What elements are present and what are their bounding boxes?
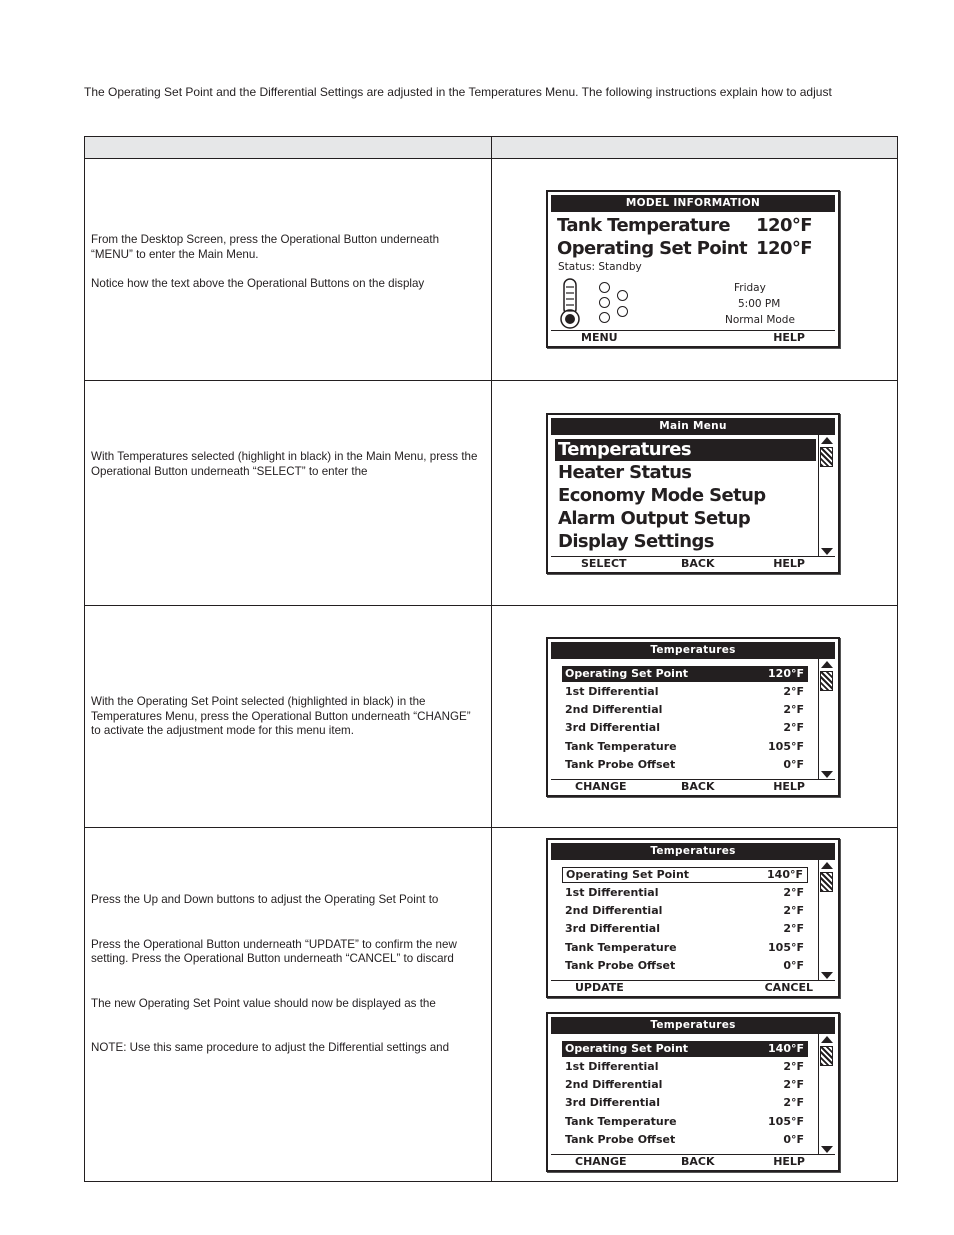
list-item xyxy=(562,739,808,755)
screen-title: Main Menu xyxy=(551,418,835,435)
back-softkey-label: BACK xyxy=(681,780,715,793)
scroll-up-arrow-icon xyxy=(821,661,833,668)
day-text: Friday xyxy=(734,282,766,294)
screen-footer xyxy=(551,1154,835,1169)
step-4-para-2: Press the Operational Button underneath “UPDATE” to confirm the new setting. Press the Operational Button underneath “CANCEL” to discard xyxy=(91,937,457,965)
desktop-screen xyxy=(546,190,840,348)
menu-softkey-label: MENU xyxy=(581,331,618,344)
tank-temperature-value: 120°F xyxy=(756,215,812,236)
mode-text: Normal Mode xyxy=(725,314,795,326)
scroll-thumb xyxy=(820,1046,833,1066)
column-divider xyxy=(491,137,492,1181)
main-menu-screen xyxy=(546,413,840,574)
step-4-para-3: The new Operating Set Point value should now be displayed as the xyxy=(91,996,436,1010)
scroll-up-arrow-icon xyxy=(821,1036,833,1043)
item-value: 2°F xyxy=(783,1060,804,1073)
item-value: 2°F xyxy=(783,886,804,899)
temperatures-screen-select xyxy=(546,637,840,797)
list-item xyxy=(562,867,808,883)
help-softkey-label: HELP xyxy=(773,780,805,793)
item-label: Tank Temperature xyxy=(565,1115,677,1128)
screen-title: MODEL INFORMATION xyxy=(551,195,835,212)
list-item xyxy=(562,1132,808,1148)
item-value: 2°F xyxy=(783,703,804,716)
item-value: 2°F xyxy=(783,922,804,935)
screen-title: Temperatures xyxy=(551,1017,835,1034)
list-item xyxy=(562,702,808,718)
item-value: 0°F xyxy=(783,758,804,771)
list-item xyxy=(562,958,808,974)
indicator-circle-icon xyxy=(599,297,610,308)
item-value: 140°F xyxy=(767,868,803,881)
help-softkey-label: HELP xyxy=(773,1155,805,1168)
operating-set-point-label: Operating Set Point xyxy=(557,238,747,259)
item-value: 0°F xyxy=(783,959,804,972)
screen-title: Temperatures xyxy=(551,642,835,659)
list-item xyxy=(562,921,808,937)
list-item xyxy=(562,684,808,700)
item-label: Operating Set Point xyxy=(565,667,689,680)
indicator-circle-icon xyxy=(617,306,628,317)
back-softkey-label: BACK xyxy=(681,557,715,570)
scroll-down-arrow-icon xyxy=(821,1146,833,1153)
step-2-instructions xyxy=(91,450,483,479)
list-item xyxy=(562,1114,808,1130)
item-value: 2°F xyxy=(783,1096,804,1109)
scroll-down-arrow-icon xyxy=(821,548,833,555)
item-label: Tank Probe Offset xyxy=(565,1133,676,1146)
back-softkey-label: BACK xyxy=(681,1155,715,1168)
item-value: 2°F xyxy=(783,721,804,734)
temperatures-screen-adjust xyxy=(546,838,840,998)
menu-item-alarm-output-setup: Alarm Output Setup xyxy=(558,508,751,529)
scrollbar xyxy=(818,435,835,557)
item-label: 1st Differential xyxy=(565,1060,659,1073)
item-label: Tank Probe Offset xyxy=(565,959,676,972)
step-2-para-1: With Temperatures selected (highlight in black) in the Main Menu, press the Operational Button underneath “SELECT” to enter the xyxy=(91,450,478,478)
list-item xyxy=(562,1059,808,1075)
list-item xyxy=(562,1077,808,1093)
scroll-thumb xyxy=(820,447,833,467)
item-label: Operating Set Point xyxy=(565,1042,689,1055)
screen-footer xyxy=(551,556,835,571)
list-item xyxy=(562,666,808,682)
list-item xyxy=(562,940,808,956)
operating-set-point-value: 120°F xyxy=(756,238,812,259)
indicator-circle-icon xyxy=(599,282,610,293)
scroll-thumb xyxy=(820,671,833,691)
scroll-down-arrow-icon xyxy=(821,771,833,778)
scroll-up-arrow-icon xyxy=(821,862,833,869)
time-text: 5:00 PM xyxy=(738,298,781,310)
scroll-down-arrow-icon xyxy=(821,972,833,979)
indicator-circle-icon xyxy=(599,312,610,323)
item-label: Tank Temperature xyxy=(565,941,677,954)
step-4-para-4: NOTE: Use this same procedure to adjust the Differential settings and xyxy=(91,1041,450,1054)
select-softkey-label: SELECT xyxy=(581,557,627,570)
update-softkey-label: UPDATE xyxy=(575,981,624,994)
help-softkey-label: HELP xyxy=(773,557,805,570)
step-1-para-1: From the Desktop Screen, press the Operational Button underneath “MENU” to enter the Main Menu. xyxy=(91,233,440,261)
intro-text: The Operating Set Point and the Differential Settings are adjusted in the Temperatures Menu. The following instructions explain how to adjust xyxy=(84,85,832,99)
item-label: Tank Probe Offset xyxy=(565,758,676,771)
status-text: Status: Standby xyxy=(558,261,642,273)
item-value: 2°F xyxy=(783,1078,804,1091)
item-value: 0°F xyxy=(783,1133,804,1146)
operating-set-point-line xyxy=(557,238,818,260)
screen-footer xyxy=(551,330,835,345)
list-item xyxy=(562,885,808,901)
list-item xyxy=(562,903,808,919)
item-label: 1st Differential xyxy=(565,886,659,899)
item-value: 2°F xyxy=(783,685,804,698)
item-label: Tank Temperature xyxy=(565,740,677,753)
item-label: 2nd Differential xyxy=(565,904,663,917)
menu-item-temperatures: Temperatures xyxy=(555,439,816,461)
tank-temperature-line xyxy=(557,215,818,237)
thermometer-icon xyxy=(558,277,584,331)
indicator-circle-icon xyxy=(617,290,628,301)
item-value: 2°F xyxy=(783,904,804,917)
step-3-para-1: With the Operating Set Point selected (highlighted in black) in the Temperatures Menu, press the Operational Button underneath “CHANGE” to activate the adjustment mode for this menu item. xyxy=(91,695,471,737)
row-divider xyxy=(85,605,897,606)
row-divider xyxy=(85,827,897,828)
item-value: 105°F xyxy=(768,740,804,753)
item-value: 120°F xyxy=(768,667,804,680)
row-divider xyxy=(85,380,897,381)
item-label: 2nd Differential xyxy=(565,1078,663,1091)
cancel-softkey-label: CANCEL xyxy=(764,981,813,994)
list-item xyxy=(562,757,808,773)
menu-item-display-settings: Display Settings xyxy=(558,531,714,552)
tank-temperature-label: Tank Temperature xyxy=(557,215,731,236)
step-3-instructions xyxy=(91,695,483,739)
change-softkey-label: CHANGE xyxy=(575,780,627,793)
help-softkey-label: HELP xyxy=(773,331,805,344)
screen-footer xyxy=(551,980,835,995)
screen-title: Temperatures xyxy=(551,843,835,860)
scroll-thumb xyxy=(820,872,833,892)
item-value: 105°F xyxy=(768,941,804,954)
step-1-para-2: Notice how the text above the Operational Buttons on the display xyxy=(91,277,425,290)
scrollbar xyxy=(818,659,835,780)
item-label: Operating Set Point xyxy=(566,868,690,881)
item-value: 140°F xyxy=(768,1042,804,1055)
step-4-instructions xyxy=(91,893,483,1056)
item-label: 3rd Differential xyxy=(565,922,660,935)
item-label: 3rd Differential xyxy=(565,1096,660,1109)
step-4-para-1: Press the Up and Down buttons to adjust the Operating Set Point to xyxy=(91,893,439,906)
screen-footer xyxy=(551,779,835,794)
scrollbar xyxy=(818,1034,835,1155)
change-softkey-label: CHANGE xyxy=(575,1155,627,1168)
menu-item-economy-mode-setup: Economy Mode Setup xyxy=(558,485,766,506)
list-item xyxy=(562,1095,808,1111)
item-label: 3rd Differential xyxy=(565,721,660,734)
list-item xyxy=(562,720,808,736)
item-value: 105°F xyxy=(768,1115,804,1128)
temperatures-screen-updated xyxy=(546,1012,840,1172)
item-label: 1st Differential xyxy=(565,685,659,698)
item-label: 2nd Differential xyxy=(565,703,663,716)
step-1-instructions xyxy=(91,233,483,292)
menu-item-heater-status: Heater Status xyxy=(558,462,692,483)
scroll-up-arrow-icon xyxy=(821,437,833,444)
scrollbar xyxy=(818,860,835,981)
list-item xyxy=(562,1041,808,1057)
